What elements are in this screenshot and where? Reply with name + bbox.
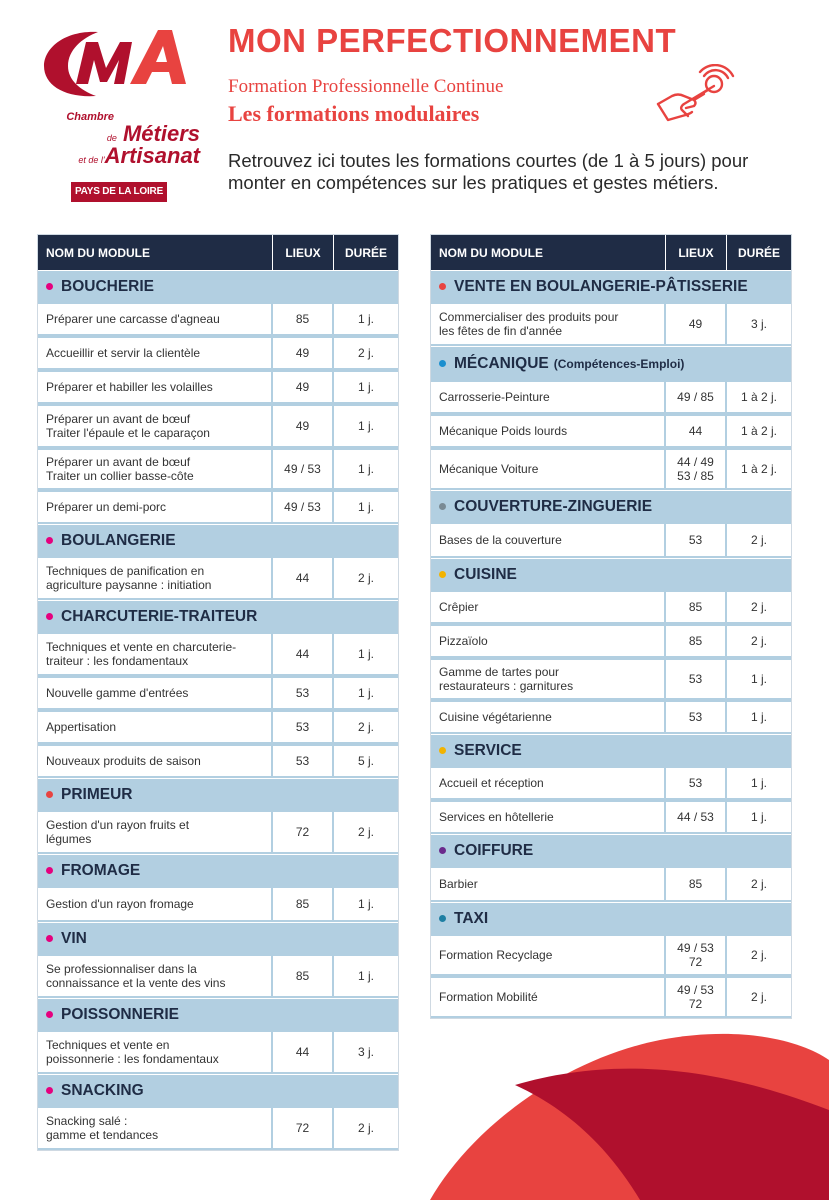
module-duration: 3 j. xyxy=(357,1045,374,1059)
module-place-cell xyxy=(273,956,332,996)
table-row xyxy=(431,976,791,1018)
table-row xyxy=(38,886,398,922)
module-duration-cell xyxy=(727,936,791,974)
module-place: 85 xyxy=(688,634,703,648)
module-name-cell xyxy=(431,936,664,974)
module-name: Bases de la couverture xyxy=(439,533,562,547)
module-duration: 2 j. xyxy=(750,600,767,614)
module-name: Gestion d'un rayon fruits et légumes xyxy=(46,818,190,846)
module-duration: 5 j. xyxy=(357,754,374,768)
module-duration-cell xyxy=(727,382,791,412)
module-name: Gamme de tartes pour restaurateurs : garnitures xyxy=(439,665,574,693)
module-duration: 2 j. xyxy=(750,948,767,962)
section-title: TAXI xyxy=(454,909,489,927)
section-header xyxy=(38,600,398,632)
module-duration-cell xyxy=(727,304,791,344)
module-name-cell xyxy=(38,1108,271,1148)
module-place: 49 / 53 xyxy=(284,500,321,514)
module-duration-cell xyxy=(334,1032,398,1072)
module-name: Préparer un avant de bœuf Traiter l'épaule et le caparaçon xyxy=(46,412,210,440)
logo-mark-text: CMA xyxy=(40,24,43,25)
module-place-cell xyxy=(273,1108,332,1148)
column-header-duration: DURÉE xyxy=(737,245,780,260)
module-name: Snacking salé : gamme et tendances xyxy=(46,1114,159,1142)
module-duration: 2 j. xyxy=(357,571,374,585)
module-duration: 1 j. xyxy=(357,647,374,661)
module-place: 53 xyxy=(688,672,703,686)
table-row xyxy=(38,954,398,998)
module-name: Accueillir et servir la clientèle xyxy=(46,346,201,360)
section-dot-icon xyxy=(439,283,446,290)
module-place: 85 xyxy=(688,877,703,891)
section-title: VIN xyxy=(61,929,87,947)
module-place-cell xyxy=(666,382,725,412)
table-row xyxy=(431,800,791,834)
module-duration-cell xyxy=(334,712,398,742)
column-header-name: NOM DU MODULE xyxy=(431,235,666,270)
section-dot-icon xyxy=(439,747,446,754)
table-row xyxy=(431,658,791,700)
module-duration-cell xyxy=(334,450,398,488)
module-duration-cell xyxy=(727,626,791,656)
module-place-cell xyxy=(666,304,725,344)
module-name: Préparer une carcasse d'agneau xyxy=(46,312,220,326)
column-header-place: LIEUX xyxy=(273,235,334,270)
table-row xyxy=(38,744,398,778)
module-name: Techniques de panification en agriculture paysanne : initiation xyxy=(46,564,212,592)
column-header-duration: DURÉE xyxy=(344,245,387,260)
table-row xyxy=(38,810,398,854)
table-header xyxy=(431,235,791,270)
module-place: 53 xyxy=(688,710,703,724)
module-place-cell xyxy=(666,768,725,798)
table-row xyxy=(38,1030,398,1074)
module-place-cell xyxy=(666,660,725,698)
module-duration-cell xyxy=(727,702,791,732)
module-name: Formation Recyclage xyxy=(439,948,553,962)
module-name: Gestion d'un rayon fromage xyxy=(46,897,194,911)
module-name-cell xyxy=(38,338,271,368)
module-duration-cell xyxy=(334,338,398,368)
logo-chambre: Chambre xyxy=(66,111,114,123)
table-row xyxy=(431,624,791,658)
module-duration: 2 j. xyxy=(357,346,374,360)
module-name-cell xyxy=(38,450,271,488)
module-name-cell xyxy=(38,956,271,996)
module-place: 85 xyxy=(295,312,310,326)
table-row xyxy=(431,590,791,624)
module-place: 53 xyxy=(295,686,310,700)
module-name-cell xyxy=(431,660,664,698)
table-row xyxy=(38,490,398,524)
module-duration-cell xyxy=(334,372,398,402)
module-duration-cell xyxy=(727,416,791,446)
module-name-cell xyxy=(38,406,271,446)
section-title: MÉCANIQUE xyxy=(454,354,549,372)
section-dot-icon xyxy=(439,360,446,367)
section-dot-icon xyxy=(46,867,53,874)
section-header xyxy=(431,902,791,934)
module-place: 85 xyxy=(295,897,310,911)
module-place-cell xyxy=(273,372,332,402)
module-place-cell xyxy=(666,702,725,732)
module-place: 53 xyxy=(295,754,310,768)
section-dot-icon xyxy=(46,537,53,544)
module-duration: 1 j. xyxy=(357,969,374,983)
module-name-cell xyxy=(38,304,271,334)
section-header xyxy=(38,922,398,954)
module-place-cell xyxy=(666,416,725,446)
module-name: Techniques et vente en charcuterie- traiteur : les fondamentaux xyxy=(46,640,237,668)
module-place-cell xyxy=(666,802,725,832)
logo-et-de-l: et de l' xyxy=(78,155,105,165)
module-duration: 1 à 2 j. xyxy=(740,462,778,476)
module-duration: 1 j. xyxy=(357,380,374,394)
module-duration-cell xyxy=(727,450,791,488)
module-duration-cell xyxy=(334,678,398,708)
module-place-cell xyxy=(273,812,332,852)
module-duration-cell xyxy=(334,558,398,598)
table-row xyxy=(38,302,398,336)
module-duration: 1 à 2 j. xyxy=(740,390,778,404)
module-duration-cell xyxy=(334,956,398,996)
table-row xyxy=(431,866,791,902)
page-subtitle: Formation Professionnelle Continue xyxy=(228,76,504,97)
table-row xyxy=(38,404,398,448)
module-name-cell xyxy=(38,888,271,920)
section-header xyxy=(38,270,398,302)
module-name: Nouveaux produits de saison xyxy=(46,754,201,768)
module-place-cell xyxy=(666,524,725,556)
section-title: COIFFURE xyxy=(454,841,534,859)
module-place-cell xyxy=(273,338,332,368)
module-name: Mécanique Poids lourds xyxy=(439,424,568,438)
module-name-cell xyxy=(431,304,664,344)
cma-logo-mark xyxy=(40,24,190,102)
module-name: Cuisine végétarienne xyxy=(439,710,552,724)
module-duration-cell xyxy=(334,746,398,776)
module-duration-cell xyxy=(727,868,791,900)
module-place-cell xyxy=(273,888,332,920)
module-place-cell xyxy=(273,406,332,446)
module-name-cell xyxy=(38,746,271,776)
module-name-cell xyxy=(431,416,664,446)
column-header-name: NOM DU MODULE xyxy=(38,235,273,270)
module-duration-cell xyxy=(334,812,398,852)
module-name-cell xyxy=(431,524,664,556)
module-name-cell xyxy=(431,626,664,656)
table-row xyxy=(431,522,791,558)
pointing-hand-icon xyxy=(648,64,736,126)
module-duration-cell xyxy=(334,888,398,920)
module-duration-cell xyxy=(727,802,791,832)
module-place-cell xyxy=(666,626,725,656)
module-place: 49 / 53 xyxy=(284,462,321,476)
table-row xyxy=(431,448,791,490)
module-duration-cell xyxy=(334,406,398,446)
module-name: Carrosserie-Peinture xyxy=(439,390,550,404)
section-dot-icon xyxy=(46,613,53,620)
module-place: 44 / 49 53 / 85 xyxy=(677,455,714,483)
section-title: PRIMEUR xyxy=(61,785,133,803)
module-name: Pizzaïolo xyxy=(439,634,488,648)
intro-text: Retrouvez ici toutes les formations courtes (de 1 à 5 jours) pour monter en compétences sur les pratiques et gestes métiers. xyxy=(228,150,749,193)
table-row xyxy=(431,766,791,800)
module-duration: 1 à 2 j. xyxy=(740,424,778,438)
section-dot-icon xyxy=(46,283,53,290)
module-place: 44 xyxy=(688,424,703,438)
module-duration: 2 j. xyxy=(750,533,767,547)
module-name: Techniques et vente en poissonnerie : les fondamentaux xyxy=(46,1038,219,1066)
table-row xyxy=(38,556,398,600)
table-row xyxy=(38,710,398,744)
module-place: 49 xyxy=(295,419,310,433)
table-row xyxy=(431,934,791,976)
module-duration-cell xyxy=(727,768,791,798)
module-duration: 1 j. xyxy=(357,419,374,433)
module-name-cell xyxy=(431,702,664,732)
module-name-cell xyxy=(38,558,271,598)
module-duration: 2 j. xyxy=(750,634,767,648)
table-row xyxy=(38,632,398,676)
logo-artisanat: Artisanat xyxy=(104,143,200,168)
module-place: 53 xyxy=(688,776,703,790)
module-name-cell xyxy=(38,372,271,402)
module-name-cell xyxy=(38,492,271,522)
module-name-cell xyxy=(38,1032,271,1072)
module-place: 44 xyxy=(295,571,310,585)
section-dot-icon xyxy=(439,503,446,510)
module-name-cell xyxy=(431,768,664,798)
module-place-cell xyxy=(273,1032,332,1072)
section-title: BOUCHERIE xyxy=(61,277,155,295)
module-place: 53 xyxy=(688,533,703,547)
module-duration-cell xyxy=(727,978,791,1016)
module-duration-cell xyxy=(334,1108,398,1148)
module-place: 72 xyxy=(295,1121,310,1135)
module-name: Se professionnaliser dans la connaissance et la vente des vins xyxy=(46,962,226,990)
module-name-cell xyxy=(38,812,271,852)
module-place-cell xyxy=(273,712,332,742)
module-place: 49 xyxy=(295,380,310,394)
section-title: FROMAGE xyxy=(61,861,141,879)
logo-metiers: Métiers xyxy=(122,121,200,146)
section-header xyxy=(431,346,791,380)
section-title: VENTE EN BOULANGERIE-PÂTISSERIE xyxy=(454,277,748,295)
module-name-cell xyxy=(38,712,271,742)
module-duration: 1 j. xyxy=(750,776,767,790)
module-place-cell xyxy=(666,592,725,622)
module-duration: 1 j. xyxy=(750,810,767,824)
section-header xyxy=(38,854,398,886)
section-title: COUVERTURE-ZINGUERIE xyxy=(454,497,653,515)
section-dot-icon xyxy=(46,935,53,942)
section-title: SNACKING xyxy=(61,1081,144,1099)
table-row xyxy=(38,1106,398,1150)
module-duration: 1 j. xyxy=(750,672,767,686)
module-name: Appertisation xyxy=(46,720,117,734)
section-dot-icon xyxy=(46,791,53,798)
module-duration: 2 j. xyxy=(750,990,767,1004)
modules-table-left xyxy=(37,234,399,1151)
module-name: Préparer un demi-porc xyxy=(46,500,167,514)
module-name-cell xyxy=(431,592,664,622)
module-name-cell xyxy=(431,868,664,900)
module-duration: 1 j. xyxy=(357,462,374,476)
section-header xyxy=(38,524,398,556)
section-header xyxy=(38,1074,398,1106)
section-subtitle: (Compétences-Emploi) xyxy=(553,356,685,371)
module-place: 49 xyxy=(295,346,310,360)
module-place-cell xyxy=(666,978,725,1016)
module-duration: 2 j. xyxy=(357,825,374,839)
module-duration: 1 j. xyxy=(357,500,374,514)
section-header xyxy=(431,834,791,866)
module-place: 44 / 53 xyxy=(677,810,714,824)
section-header xyxy=(431,558,791,590)
module-place-cell xyxy=(666,868,725,900)
section-header xyxy=(431,490,791,522)
module-place: 49 / 53 72 xyxy=(677,941,714,969)
module-place: 44 xyxy=(295,647,310,661)
section-dot-icon xyxy=(439,571,446,578)
module-place: 85 xyxy=(688,600,703,614)
section-title: SERVICE xyxy=(454,741,522,759)
table-row xyxy=(431,380,791,414)
module-name: Formation Mobilité xyxy=(439,990,538,1004)
module-place-cell xyxy=(273,678,332,708)
module-duration: 2 j. xyxy=(750,877,767,891)
section-title: POISSONNERIE xyxy=(61,1005,179,1023)
section-title: BOULANGERIE xyxy=(61,531,176,549)
module-place-cell xyxy=(273,558,332,598)
module-place-cell xyxy=(666,936,725,974)
module-duration: 3 j. xyxy=(750,317,767,331)
table-body xyxy=(38,270,398,1150)
module-place: 49 / 53 72 xyxy=(677,983,714,1011)
module-place: 53 xyxy=(295,720,310,734)
logo-de: de xyxy=(106,133,117,143)
module-place-cell xyxy=(273,450,332,488)
module-name-cell xyxy=(431,802,664,832)
module-place: 72 xyxy=(295,825,310,839)
page-subtitle-secondary: Les formations modulaires xyxy=(228,101,480,126)
column-header-place: LIEUX xyxy=(666,235,727,270)
module-duration: 1 j. xyxy=(357,897,374,911)
module-name: Services en hôtellerie xyxy=(439,810,554,824)
module-place-cell xyxy=(666,450,725,488)
module-name: Commercialiser des produits pour les fêtes de fin d'année xyxy=(439,310,619,338)
module-duration-cell xyxy=(334,304,398,334)
module-duration: 2 j. xyxy=(357,1121,374,1135)
module-name-cell xyxy=(38,634,271,674)
module-duration: 1 j. xyxy=(357,686,374,700)
module-name: Barbier xyxy=(439,877,478,891)
logo-region-badge: PAYS DE LA LOIRE xyxy=(71,182,167,202)
table-row xyxy=(38,336,398,370)
page-title: MON PERFECTIONNEMENT xyxy=(228,22,677,59)
module-name: Nouvelle gamme d'entrées xyxy=(46,686,189,700)
module-duration: 2 j. xyxy=(357,720,374,734)
section-dot-icon xyxy=(439,847,446,854)
section-dot-icon xyxy=(46,1011,53,1018)
module-name: Préparer un avant de bœuf Traiter un collier basse-côte xyxy=(46,455,194,483)
table-row xyxy=(431,302,791,346)
table-row xyxy=(38,448,398,490)
module-place: 44 xyxy=(295,1045,310,1059)
section-dot-icon xyxy=(439,915,446,922)
module-name: Accueil et réception xyxy=(439,776,544,790)
module-place-cell xyxy=(273,492,332,522)
table-header xyxy=(38,235,398,270)
cma-logo xyxy=(40,24,200,209)
table-body xyxy=(431,270,791,1018)
table-row xyxy=(38,676,398,710)
module-name-cell xyxy=(38,678,271,708)
module-name: Mécanique Voiture xyxy=(439,462,539,476)
section-title: CUISINE xyxy=(454,565,517,583)
section-header xyxy=(431,734,791,766)
section-title: CHARCUTERIE-TRAITEUR xyxy=(61,607,258,625)
module-name-cell xyxy=(431,382,664,412)
module-place-cell xyxy=(273,746,332,776)
module-name-cell xyxy=(431,450,664,488)
module-name: Préparer et habiller les volailles xyxy=(46,380,213,394)
module-duration: 1 j. xyxy=(750,710,767,724)
module-place: 85 xyxy=(295,969,310,983)
module-place-cell xyxy=(273,634,332,674)
module-duration: 1 j. xyxy=(357,312,374,326)
module-duration-cell xyxy=(727,592,791,622)
module-place: 49 xyxy=(688,317,703,331)
section-dot-icon xyxy=(46,1087,53,1094)
table-row xyxy=(431,414,791,448)
module-name: Crêpier xyxy=(439,600,479,614)
section-header xyxy=(431,270,791,302)
table-row xyxy=(431,700,791,734)
module-place-cell xyxy=(273,304,332,334)
module-name-cell xyxy=(431,978,664,1016)
module-duration-cell xyxy=(334,492,398,522)
section-header xyxy=(38,778,398,810)
module-place: 49 / 85 xyxy=(677,390,714,404)
section-header xyxy=(38,998,398,1030)
module-duration-cell xyxy=(334,634,398,674)
module-duration-cell xyxy=(727,524,791,556)
module-duration-cell xyxy=(727,660,791,698)
table-row xyxy=(38,370,398,404)
modules-table-right xyxy=(430,234,792,1019)
